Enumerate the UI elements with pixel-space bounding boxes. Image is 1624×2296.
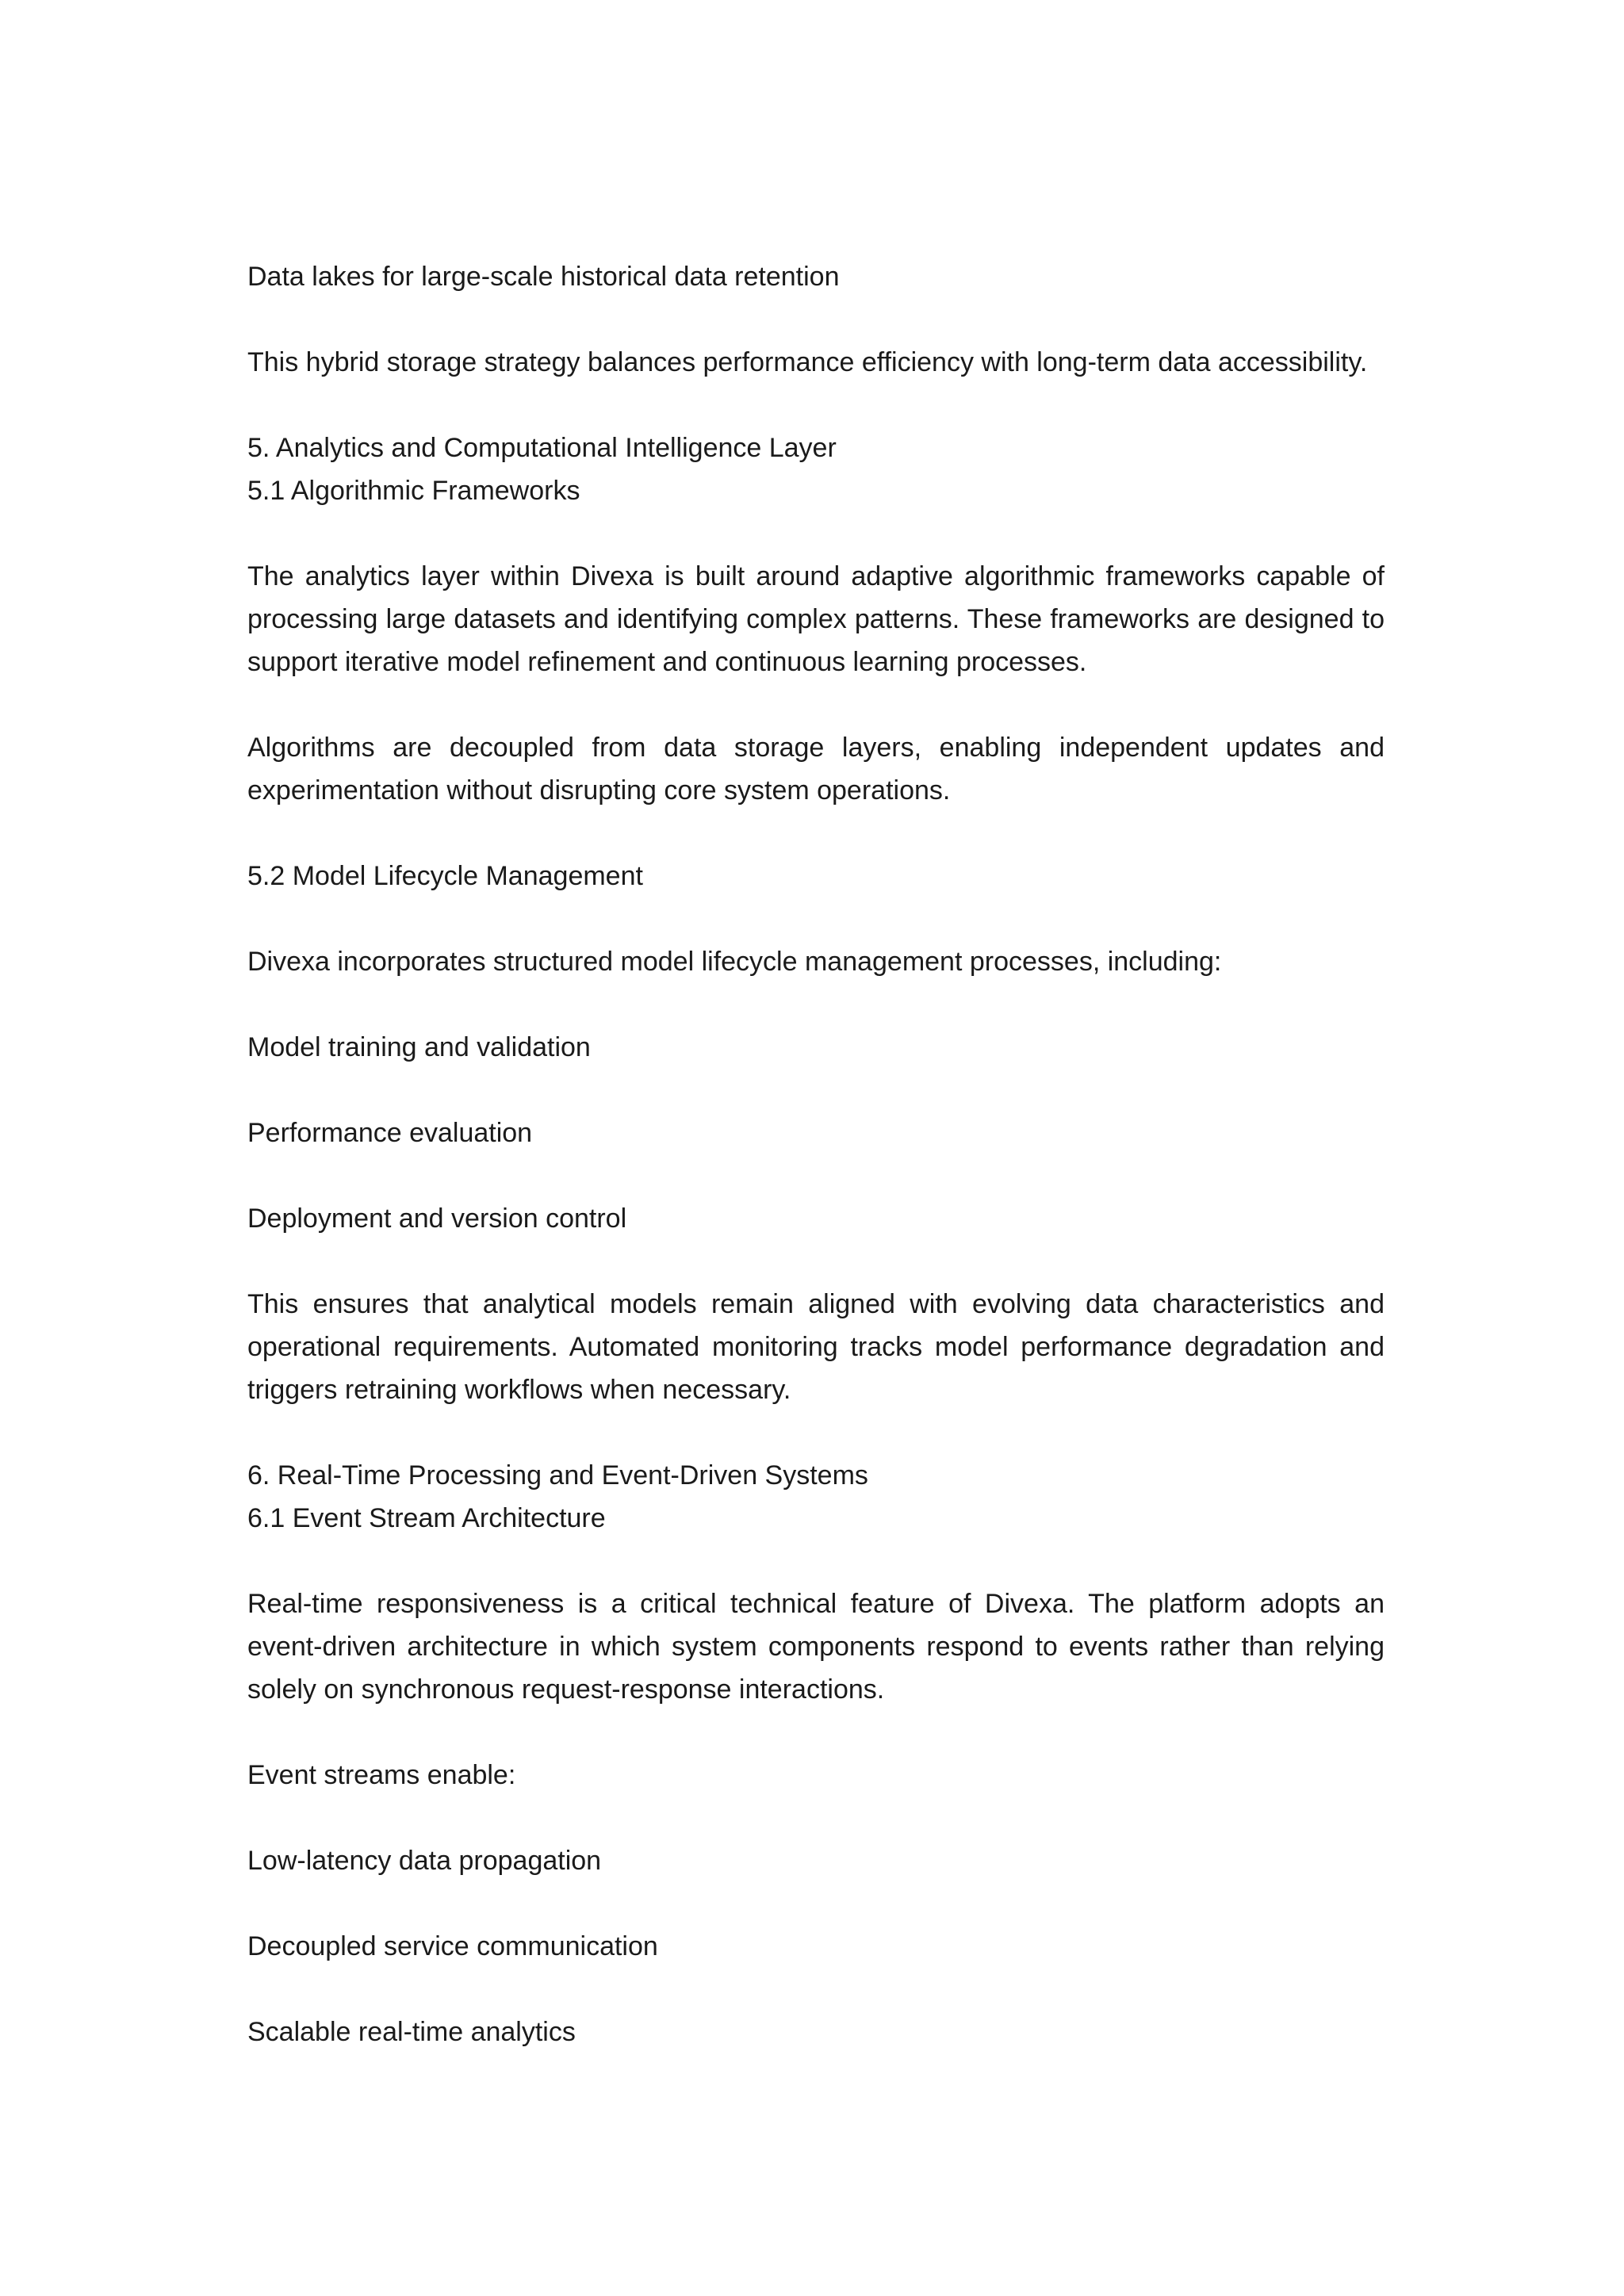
paragraph: Divexa incorporates structured model lifecycle management processes, including: (247, 947, 1222, 977)
paragraph: This hybrid storage strategy balances performance efficiency with long-term data accessibility. (247, 347, 1368, 377)
paragraph: Algorithms are decoupled from data storage layers, enabling independent updates and experimentation without disrupting core system operations. (247, 733, 1385, 806)
subsection-heading: 6.1 Event Stream Architecture (247, 1503, 606, 1533)
list-item: Scalable real-time analytics (247, 2017, 576, 2047)
paragraph: Event streams enable: (247, 1760, 516, 1790)
paragraph: Real-time responsiveness is a critical technical feature of Divexa. The platform adopts an event-driven architecture in which system components respond to events rather than relying solely on synchronous request-response interactions. (247, 1589, 1385, 1705)
list-item: Performance evaluation (247, 1118, 533, 1148)
subsection-heading: 5.1 Algorithmic Frameworks (247, 476, 580, 506)
list-item: Deployment and version control (247, 1203, 627, 1234)
paragraph: This ensures that analytical models remain aligned with evolving data characteristics and operational requirements. Automated monitoring tracks model performance degradation and triggers retraining workflows when necessary. (247, 1289, 1385, 1405)
subsection-heading: 5.2 Model Lifecycle Management (247, 861, 643, 891)
document-page (247, 255, 1385, 2053)
list-item: Low-latency data propagation (247, 1846, 602, 1876)
list-item: Data lakes for large-scale historical data retention (247, 262, 840, 292)
list-item: Decoupled service communication (247, 1931, 658, 1961)
section-heading: 6. Real-Time Processing and Event-Driven Systems (247, 1460, 868, 1490)
section-heading: 5. Analytics and Computational Intelligence Layer (247, 433, 837, 463)
list-item: Model training and validation (247, 1032, 591, 1062)
paragraph: The analytics layer within Divexa is built around adaptive algorithmic frameworks capable of processing large datasets and identifying complex patterns. These frameworks are designed to support iterative model refinement and continuous learning processes. (247, 561, 1385, 677)
